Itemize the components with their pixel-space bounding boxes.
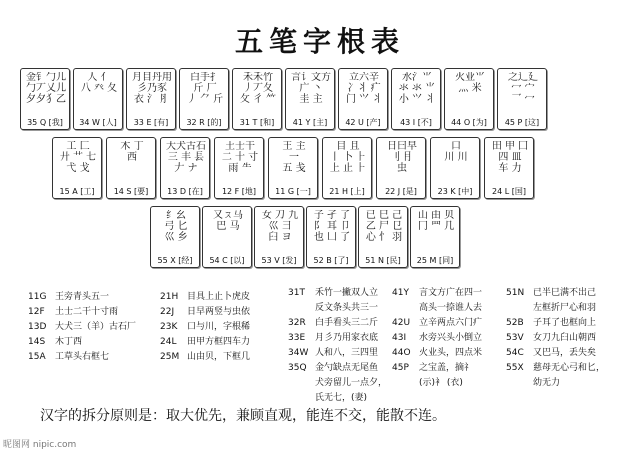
- legend-line: [506, 361, 605, 376]
- legend-line: [288, 331, 387, 346]
- legend-mnemonic: 女刀九臼山朝西: [533, 333, 597, 343]
- legend-line: [392, 286, 482, 301]
- key-radicals: 已 巳 己 乙 尸 㔾 心 忄 羽: [365, 210, 403, 243]
- legend-mnemonic: (示)衤 (衣): [419, 378, 463, 388]
- key-label: 42 U [产]: [345, 118, 381, 127]
- legend-mnemonic: 白手看头三二斤: [315, 318, 379, 328]
- legend-line: [392, 316, 482, 331]
- legend-code: 24L: [160, 337, 177, 347]
- legend-code: 12F: [28, 307, 45, 317]
- key-row1-7: [391, 68, 441, 130]
- key-label: 35 Q [我]: [27, 118, 63, 127]
- key-label: 43 I [不]: [400, 118, 432, 127]
- legend-mnemonic: 氏无七，(妻): [315, 393, 368, 403]
- legend-code: 15A: [28, 352, 46, 362]
- legend-line: [288, 301, 387, 316]
- key-label: 21 H [上]: [329, 187, 365, 196]
- key-radicals: 工 匚 廾 艹 七 弋 戈: [59, 141, 97, 174]
- key-row3-5: [410, 206, 460, 268]
- legend-mnemonic: 反文条头共三一: [315, 303, 379, 313]
- legend-mnemonic: 王旁青头五一: [55, 292, 110, 302]
- legend-mnemonic: 大犬三（羊）古石厂: [55, 322, 137, 332]
- legend-col3: [288, 286, 387, 406]
- legend-line: [28, 320, 136, 335]
- key-radicals: 目 且 丨 卜 ⺊ 上 止 ⺊: [329, 141, 367, 174]
- key-label: 31 T [和]: [239, 118, 275, 127]
- key-radicals: 子 孑 了 阝 耳 卩 也 凵 了: [313, 210, 351, 243]
- key-row2-8: [484, 137, 534, 199]
- key-row3-0: [150, 206, 200, 268]
- legend-code: 53V: [506, 333, 524, 343]
- key-label: 52 B [了]: [313, 256, 349, 265]
- key-label: 25 M [同]: [416, 256, 454, 265]
- legend-mnemonic: 已半巳满不出己: [533, 288, 597, 298]
- legend-line: [28, 350, 136, 365]
- key-label: 32 R [的]: [186, 118, 222, 127]
- key-row1-0: [20, 68, 70, 130]
- legend-line: [288, 391, 387, 406]
- legend-mnemonic: 木丁西: [55, 337, 83, 347]
- legend-mnemonic: 禾竹一撇双人立: [315, 288, 379, 298]
- legend-code: 11G: [28, 292, 47, 302]
- legend-col4: [392, 286, 482, 391]
- legend-mnemonic: 立辛两点六门疒: [419, 318, 483, 328]
- key-radicals: 纟幺 弓 匕 巛 乡: [164, 210, 188, 243]
- key-label: 11 G [一]: [275, 187, 311, 196]
- key-radicals: 月目丹用 彡乃豕 衣 氵 ⺼: [132, 72, 172, 105]
- key-radicals: 田 甲 囗 四 皿 车 力: [491, 141, 529, 174]
- key-radicals: 水氵⺌ 氺 氺 ⺌ 小 ⺍ 丬: [398, 72, 436, 105]
- legend-code: 43I: [392, 333, 407, 343]
- key-label: 22 J [是]: [385, 187, 417, 196]
- page-title: 五笔字根表: [234, 25, 405, 58]
- key-label: 54 C [以]: [209, 256, 245, 265]
- key-row2-4: [268, 137, 318, 199]
- key-label: 45 P [这]: [504, 118, 540, 127]
- key-row3-3: [306, 206, 356, 268]
- key-label: 13 D [在]: [167, 187, 203, 196]
- key-radicals: 之辶廴 冖 宀 乛 冖: [508, 72, 538, 105]
- legend-mnemonic: 左框折尸心和羽: [533, 303, 597, 313]
- legend-line: [28, 290, 136, 305]
- key-row1-9: [497, 68, 547, 130]
- key-row2-0: [52, 137, 102, 199]
- legend-line: [28, 335, 136, 350]
- key-label: 41 Y [主]: [292, 118, 328, 127]
- legend-mnemonic: 土士二干十寸雨: [55, 307, 119, 317]
- key-radicals: 立六辛 冫丬 疒 门 ⺍ 丬: [345, 72, 383, 105]
- legend-code: 23K: [160, 322, 178, 332]
- key-radicals: 口 川 川: [444, 141, 468, 163]
- key-row2-3: [214, 137, 264, 199]
- legend-mnemonic: 火业头，四点米: [419, 348, 483, 358]
- key-label: 23 K [中]: [437, 187, 473, 196]
- legend-mnemonic: 高头一捺谁人去: [419, 303, 483, 313]
- legend-code: 45P: [392, 363, 409, 373]
- key-label: 24 L [国]: [492, 187, 526, 196]
- legend-code: 21H: [160, 292, 179, 302]
- key-radicals: 土士干 二 十 寸 雨 ⺧: [221, 141, 259, 174]
- key-row3-1: [202, 206, 252, 268]
- legend-code: 54C: [506, 348, 524, 358]
- legend-line: [506, 286, 605, 301]
- legend-code: 51N: [506, 288, 525, 298]
- key-label: 15 A [工]: [59, 187, 95, 196]
- legend-code: 42U: [392, 318, 411, 328]
- key-label: 51 N [民]: [365, 256, 401, 265]
- key-radicals: 大犬古石 三 丰 镸 𠂇 ナ: [166, 141, 206, 174]
- legend-line: [28, 305, 136, 320]
- legend-mnemonic: 口与川，字根稀: [187, 322, 251, 332]
- legend-code: 32R: [288, 318, 306, 328]
- legend-mnemonic: 月彡乃用家衣底: [315, 333, 379, 343]
- legend-line: [506, 346, 605, 361]
- legend-mnemonic: 山由贝，下框几: [187, 352, 251, 362]
- watermark: 昵图网 nipic.com: [3, 440, 77, 450]
- legend-line: [288, 346, 387, 361]
- legend-line: [160, 335, 250, 350]
- key-row2-5: [322, 137, 372, 199]
- key-radicals: 言讠文方 广 丶 圭 主: [291, 72, 331, 105]
- legend-col2: [160, 290, 250, 365]
- legend-code: 34W: [288, 348, 309, 358]
- key-radicals: 山 由 贝 冂 ⺲ 几: [417, 210, 455, 232]
- key-label: 14 S [要]: [113, 187, 149, 196]
- key-radicals: 白手扌 斤 厂 丿 ⺈ 斤: [186, 72, 224, 105]
- legend-mnemonic: 犬旁留儿一点夕，: [315, 378, 388, 388]
- legend-mnemonic: 日早两竖与虫依: [187, 307, 251, 317]
- key-row1-8: [444, 68, 494, 130]
- legend-code: 52B: [506, 318, 524, 328]
- legend-line: [160, 350, 250, 365]
- legend-mnemonic: 幼无力: [533, 378, 561, 388]
- legend-mnemonic: 金勺缺点无尾鱼: [315, 363, 379, 373]
- key-row3-4: [358, 206, 408, 268]
- legend-code: 14S: [28, 337, 46, 347]
- legend-code: 44O: [392, 348, 411, 358]
- key-radicals: 又ㄡ马 巴 马: [213, 210, 243, 232]
- key-radicals: 王 主 一 五 戋: [282, 141, 306, 174]
- legend-mnemonic: 目具上止卜虎皮: [187, 292, 251, 302]
- legend-line: [160, 320, 250, 335]
- key-radicals: 女 刀 九 巛 彐 臼 ヨ: [261, 210, 299, 243]
- legend-mnemonic: 慈母无心弓和匕，: [533, 363, 606, 373]
- key-row2-1: [106, 137, 156, 199]
- legend-code: 55X: [506, 363, 524, 373]
- legend-mnemonic: 言文方广在四一: [419, 288, 483, 298]
- legend-line: [288, 376, 387, 391]
- key-row1-4: [232, 68, 282, 130]
- key-row1-2: [126, 68, 176, 130]
- legend-line: [392, 346, 482, 361]
- key-row3-2: [254, 206, 304, 268]
- key-row2-6: [376, 137, 426, 199]
- legend-col5: [506, 286, 605, 391]
- key-radicals: 日曰早 刂 ⺝ 虫: [387, 141, 417, 174]
- legend-mnemonic: 子耳了也框向上: [533, 318, 597, 328]
- legend-code: 33E: [288, 333, 306, 343]
- legend-col1: [28, 290, 136, 365]
- legend-mnemonic: 之宝盖，摘礻: [419, 363, 474, 373]
- legend-line: [392, 376, 482, 391]
- legend-mnemonic: 水旁兴头小倒立: [419, 333, 483, 343]
- legend-mnemonic: 人和八，三四里: [315, 348, 379, 358]
- legend-line: [288, 316, 387, 331]
- legend-code: 25M: [160, 352, 180, 362]
- legend-line: [392, 301, 482, 316]
- legend-line: [288, 286, 387, 301]
- legend-mnemonic: 又巴马，丢失矣: [533, 348, 597, 358]
- key-row1-6: [338, 68, 388, 130]
- key-row2-2: [160, 137, 210, 199]
- key-label: 33 E [有]: [133, 118, 169, 127]
- legend-line: [506, 376, 605, 391]
- key-row1-1: [73, 68, 123, 130]
- key-label: 55 X [经]: [157, 256, 193, 265]
- key-label: 53 V [发]: [261, 256, 297, 265]
- legend-code: 35Q: [288, 363, 307, 373]
- legend-mnemonic: 工草头右框七: [55, 352, 110, 362]
- legend-line: [160, 290, 250, 305]
- key-label: 12 F [地]: [221, 187, 257, 196]
- legend-line: [506, 316, 605, 331]
- legend-code: 31T: [288, 288, 305, 298]
- key-radicals: 木 丁 西: [120, 141, 144, 163]
- key-row1-5: [285, 68, 335, 130]
- legend-line: [392, 361, 482, 376]
- legend-code: 41Y: [392, 288, 409, 298]
- key-radicals: 金钅勹儿 勹丆乂儿 夕夕犭乙: [26, 72, 66, 105]
- legend-code: 22J: [160, 307, 175, 317]
- key-radicals: 火业⺌ 灬 米: [455, 72, 485, 94]
- key-radicals: 人 亻 八 癶 夂: [80, 72, 118, 94]
- key-row1-3: [179, 68, 229, 130]
- split-principle-note: 汉字的拆分原则是：取大优先，兼顾直观，能连不交，能散不连。: [40, 408, 446, 424]
- legend-line: [288, 361, 387, 376]
- legend-line: [392, 331, 482, 346]
- legend-code: 13D: [28, 322, 47, 332]
- key-label: 44 O [为]: [451, 118, 487, 127]
- legend-mnemonic: 田甲方框四车力: [187, 337, 251, 347]
- legend-line: [506, 301, 605, 316]
- key-label: 34 W [人]: [79, 118, 117, 127]
- legend-line: [160, 305, 250, 320]
- legend-line: [506, 331, 605, 346]
- key-radicals: 禾禾竹 丿丆夂 攵 彳 ⺮: [239, 72, 277, 105]
- key-row2-7: [430, 137, 480, 199]
